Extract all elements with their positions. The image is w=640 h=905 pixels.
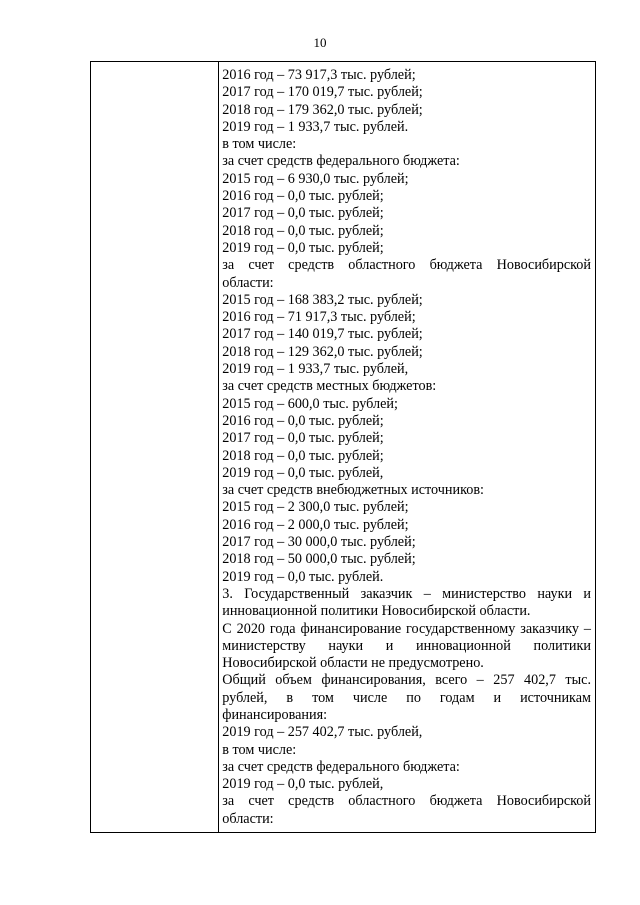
- financing-line: 2016 год – 73 917,3 тыс. рублей;: [222, 67, 416, 83]
- financing-line: 2019 год – 0,0 тыс. рублей,: [222, 776, 384, 793]
- financing-line: 2018 год – 0,0 тыс. рублей;: [222, 222, 384, 239]
- financing-line: 2017 год – 140 019,7 тыс. рублей;: [222, 326, 423, 343]
- financing-text: [219, 62, 595, 828]
- table-row: [91, 62, 596, 833]
- financing-line: 2017 год – 30 000,0 тыс. рублей;: [222, 534, 416, 551]
- financing-line: за счет средств местных бюджетов:: [222, 378, 437, 395]
- financing-line: за счет средств областного бюджета Новосибирской: [222, 257, 591, 274]
- regional-budget-paragraph: за счет средств областного бюджета Новосибирской области:: [222, 793, 591, 827]
- customer-paragraph: 3. Государственный заказчик – министерство науки и инновационной политики Новосибирской области.: [222, 585, 591, 620]
- financing-line: 2015 год – 600,0 тыс. рублей;: [222, 395, 398, 412]
- page-number: 10: [313, 35, 327, 50]
- financing-line: 2016 год – 71 917,3 тыс. рублей;: [222, 309, 416, 326]
- financing-line: 2019 год – 1 933,7 тыс. рублей,: [222, 361, 409, 378]
- financing-line: за счет средств федерального бюджета:: [222, 153, 460, 170]
- financing-line: 2018 год – 129 362,0 тыс. рублей;: [222, 343, 423, 360]
- financing-line: 2018 год – 179 362,0 тыс. рублей;: [222, 101, 423, 118]
- financing-line: 2019 год – 0,0 тыс. рублей;: [222, 239, 384, 256]
- financing-table: [90, 61, 596, 833]
- financing-line: 2015 год – 168 383,2 тыс. рублей;: [222, 291, 423, 308]
- financing-line: 2016 год – 2 000,0 тыс. рублей;: [222, 516, 409, 533]
- financing-line: 2017 год – 0,0 тыс. рублей;: [222, 430, 384, 447]
- financing-line: 2016 год – 0,0 тыс. рублей;: [222, 412, 384, 429]
- financing-line: 2017 год – 170 019,7 тыс. рублей;: [222, 84, 423, 101]
- financing-line: 2018 год – 0,0 тыс. рублей;: [222, 447, 384, 464]
- financing-line: 2019 год – 0,0 тыс. рублей.: [222, 568, 384, 585]
- left-cell: [91, 62, 219, 833]
- financing-line: 2015 год – 6 930,0 тыс. рублей;: [222, 170, 409, 187]
- total-financing-paragraph: Общий объем финансирования, всего – 257 402,7 тыс. рублей, в том числе по годам и источникам финансирования:: [222, 672, 591, 723]
- financing-line: 2018 год – 50 000,0 тыс. рублей;: [222, 551, 416, 568]
- financing-line: в том числе:: [222, 136, 297, 153]
- financing-line: за счет средств федерального бюджета:: [222, 758, 460, 775]
- financing-line: 2016 год – 0,0 тыс. рублей;: [222, 188, 384, 205]
- financing-line: за счет средств внебюджетных источников:: [222, 482, 484, 499]
- right-cell: [219, 62, 596, 833]
- financing-line: 2017 год – 0,0 тыс. рублей;: [222, 205, 384, 222]
- financing-2020-paragraph: С 2020 года финансирование государственному заказчику – министерству науки и инновационной политики Новосибирской области не предусмотрено.: [222, 620, 591, 672]
- financing-line: 2019 год – 0,0 тыс. рублей,: [222, 464, 384, 481]
- financing-line: 2019 год – 1 933,7 тыс. рублей.: [222, 118, 409, 135]
- financing-line: 2019 год – 257 402,7 тыс. рублей,: [222, 724, 423, 741]
- financing-line: 2015 год – 2 300,0 тыс. рублей;: [222, 499, 409, 516]
- financing-line: области:: [222, 274, 274, 291]
- financing-line: в том числе:: [222, 741, 297, 758]
